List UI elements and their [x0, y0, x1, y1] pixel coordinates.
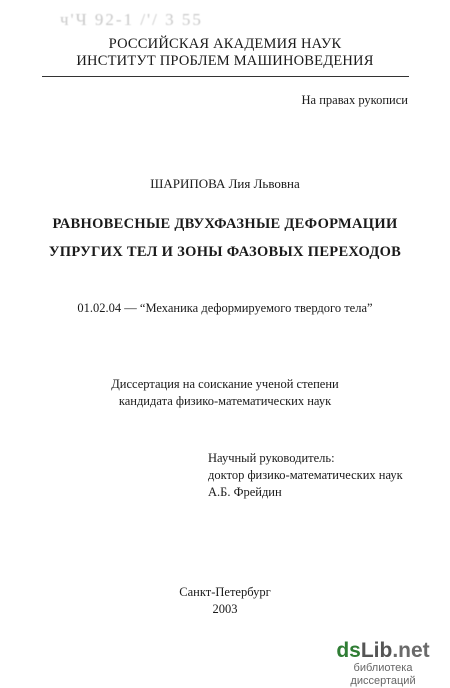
header-divider [42, 76, 409, 77]
supervisor-degree: доктор физико-математических наук [208, 468, 403, 482]
degree-line-2: кандидата физико-математических наук [118, 394, 332, 408]
supervisor-label: Научный руководитель: [208, 451, 335, 465]
archive-stamp: ч'Ч 92-1 /'/ 3 55 [60, 10, 203, 29]
watermark-subtitle: библиотека диссертаций [350, 662, 416, 687]
year: 2003 [212, 602, 238, 616]
thesis-title-line-1: РАВНОВЕСНЫЕ ДВУХФАЗНЫЕ ДЕФОРМАЦИИ [52, 216, 398, 232]
dslib-watermark [328, 640, 438, 688]
dslib-logo: dsLib.net [336, 639, 430, 662]
author-name: ШАРИПОВА Лия Львовна [150, 176, 300, 191]
manuscript-rights: На правах рукописи [301, 93, 408, 107]
institute-name: ИНСТИТУТ ПРОБЛЕМ МАШИНОВЕДЕНИЯ [76, 53, 374, 69]
degree-line-1: Диссертация на соискание ученой степени [111, 377, 339, 391]
academy-name: РОССИЙСКАЯ АКАДЕМИЯ НАУК [108, 36, 342, 52]
city: Санкт-Петербург [179, 585, 271, 599]
specialty-code: 01.02.04 — “Механика деформируемого твердого тела” [77, 301, 373, 315]
thesis-title-line-2: УПРУГИХ ТЕЛ И ЗОНЫ ФАЗОВЫХ ПЕРЕХОДОВ [48, 244, 402, 260]
supervisor-name: А.Б. Фрейдин [208, 485, 282, 499]
